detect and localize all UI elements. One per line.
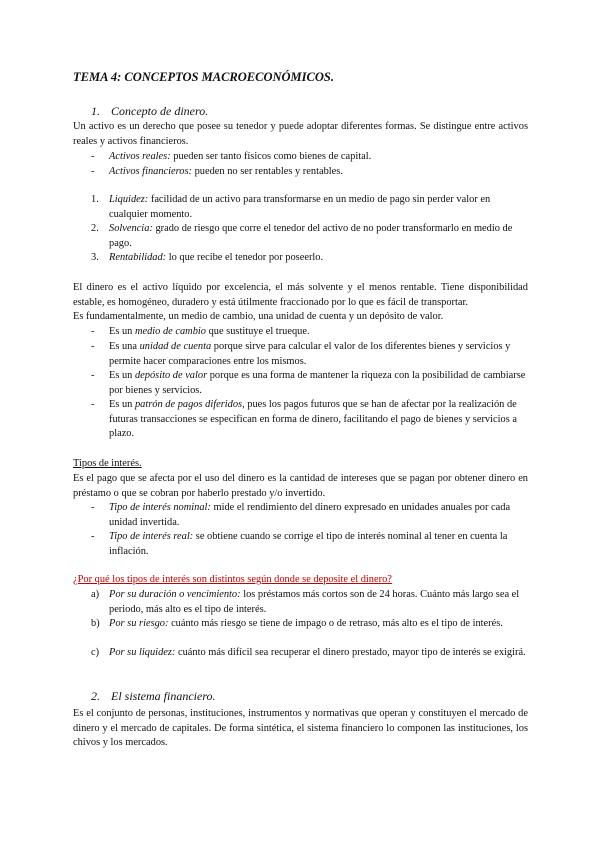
list-term: unidad de cuenta xyxy=(139,341,212,352)
section-1-title: Concepto de dinero. xyxy=(111,104,209,118)
item-term: Por su liquidez: xyxy=(109,647,176,658)
item-letter: b) xyxy=(91,618,100,629)
list-prefix: Es un xyxy=(109,399,135,410)
list-text: , pues los pagos futuros que se han de afectar por la realización de futuras transacciones se especifican en forma de dinero, facilitando el pago de bienes y servicios a plazo. xyxy=(109,399,517,439)
list-prefix: Es un xyxy=(109,370,135,381)
item-text: lo que recibe el tenedor por poseerlo. xyxy=(166,252,324,263)
section-2-title: El sistema financiero. xyxy=(111,689,216,703)
list-text: pueden ser tanto físicos como bienes de capital. xyxy=(170,151,372,162)
list-prefix: Es un xyxy=(109,326,135,337)
item-text: los préstamos más cortos son de 24 horas. Cuánto más largo sea el periodo, más alto es el tipo de interés. xyxy=(109,589,520,615)
section-1-intro: Un activo es un derecho que posee su tenedor y puede adoptar diferentes formas. Se distingue entre activos reales y activos financieros. xyxy=(73,121,528,147)
section-2-paragraph: Es el conjunto de personas, instituciones, instrumentos y normativas que operan y constituyen el mercado de dinero y el mercado de capitales. De forma sintética, el sistema financiero lo componen las instituciones, los chivos y los mercados. xyxy=(73,708,528,748)
list-term: patrón de pagos diferidos xyxy=(134,399,243,410)
list-term: medio de cambio xyxy=(134,326,206,337)
list-text: que sustituye el trueque. xyxy=(205,326,310,337)
bullet-dash: - xyxy=(91,370,95,381)
bullet-dash: - xyxy=(91,341,95,352)
document-title: TEMA 4: CONCEPTOS MACROECONÓMICOS. xyxy=(73,70,334,84)
list-text: porque sirve para calcular el valor de los diferentes bienes y servicios y permite hacer comparaciones entre los mismos. xyxy=(109,341,511,367)
list-term: Tipo de interés nominal: xyxy=(109,502,211,513)
bullet-dash: - xyxy=(91,151,95,162)
list-term: Activos financieros: xyxy=(109,166,193,177)
list-text: se obtiene cuando se corrige el tipo de interés nominal al tener en cuenta la inflación. xyxy=(109,531,508,557)
section-2-heading xyxy=(91,689,216,704)
section-1-number: 1. xyxy=(91,104,100,118)
bullet-dash: - xyxy=(91,399,95,410)
item-term: Por su duración o vencimiento: xyxy=(109,589,241,600)
bullet-dash: - xyxy=(91,531,95,542)
interest-paragraph: Es el pago que se afecta por el uso del dinero es la cantidad de intereses que se pagan por obtener dinero en préstamo o que se cobran por haberlo prestado y/o invertido. xyxy=(73,473,528,499)
section-2-number: 2. xyxy=(91,689,100,703)
bullet-dash: - xyxy=(91,326,95,337)
item-text: cuánto más riesgo se tiene de impago o de retraso, más alto es el tipo de interés. xyxy=(168,618,503,629)
list-term: Activos reales: xyxy=(109,151,171,162)
item-letter: c) xyxy=(91,647,100,658)
item-term: Liquidez: xyxy=(109,194,149,205)
item-term: Rentabilidad: xyxy=(109,252,167,263)
item-letter: a) xyxy=(91,589,100,600)
item-number: 3. xyxy=(91,252,99,263)
item-term: Por su riesgo: xyxy=(109,618,169,629)
item-number: 1. xyxy=(91,194,99,205)
item-text: grado de riesgo que corre el tenedor del activo de no poder transformarlo en medio de pago. xyxy=(109,223,513,249)
interest-question: ¿Por qué los tipos de interés son distintos según donde se deposite el dinero? xyxy=(73,574,392,585)
money-paragraph: El dinero es el activo líquido por excelencia, el más solvente y el menos rentable. Tiene disponibilidad estable, es homogéneo, duradero y está útilmente fraccionado por lo que es fácil de transportar. xyxy=(73,282,528,308)
list-term: Tipo de interés real: xyxy=(109,531,194,542)
section-1-heading xyxy=(91,104,208,119)
list-text: pueden no ser rentables y rentables. xyxy=(192,166,343,177)
item-text: cuánto más difícil sea recuperar el dinero prestado, mayor tipo de interés se exigirá. xyxy=(175,647,526,658)
money-functions-intro: Es fundamentalmente, un medio de cambio, una unidad de cuenta y un depósito de valor. xyxy=(73,311,444,322)
bullet-dash: - xyxy=(91,502,95,513)
interest-heading: Tipos de interés. xyxy=(73,458,142,469)
list-prefix: Es una xyxy=(109,341,140,352)
list-term: depósito de valor xyxy=(134,370,208,381)
item-text: facilidad de un activo para transformarse en un medio de pago sin perder valor en cualquier momento. xyxy=(109,194,491,220)
list-text: mide el rendimiento del dinero expresado en unidades anuales por cada unidad invertida. xyxy=(109,502,511,528)
bullet-dash: - xyxy=(91,166,95,177)
list-text: porque es una forma de mantener la riqueza con la posibilidad de cambiarse por bienes y servicios. xyxy=(109,370,526,396)
item-number: 2. xyxy=(91,223,99,234)
item-term: Solvencia: xyxy=(109,223,153,234)
